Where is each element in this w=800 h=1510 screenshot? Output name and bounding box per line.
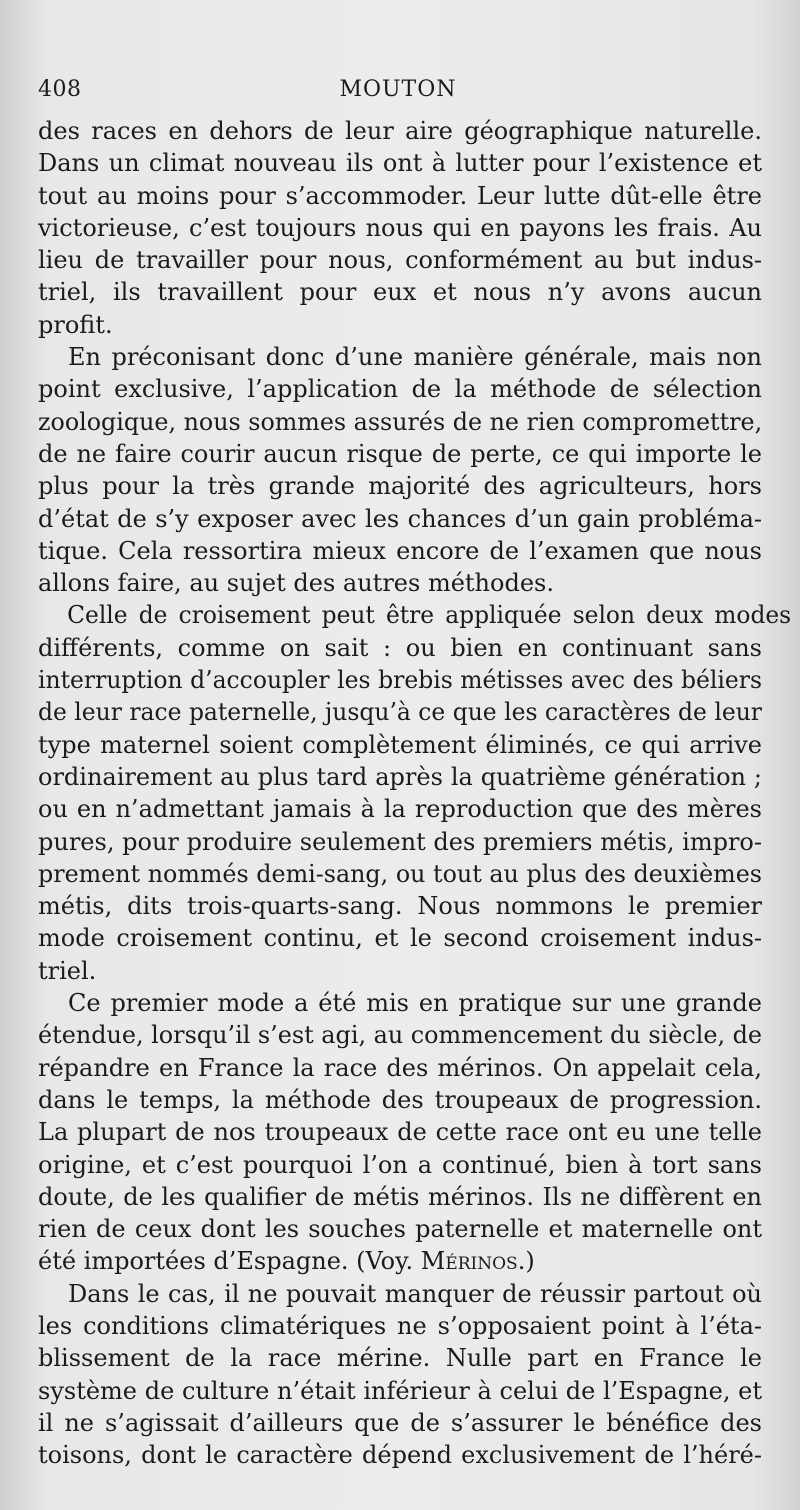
crossref-term: Mérinos [420, 1247, 518, 1276]
text-line: de leur race paternelle, jusqu’à ce que les caractères de leur [38, 698, 762, 727]
text-line: plus pour la très grande majorité des agriculteurs, hors [38, 472, 762, 501]
text-line: les conditions climatériques ne s’opposaient point à l’éta- [38, 1311, 762, 1340]
crossref-close: .) [517, 1247, 535, 1276]
text-line: En préconisant donc d’une manière générale, mais non [68, 343, 762, 372]
text-line: rien de ceux dont les souches paternelle et maternelle ont [38, 1215, 762, 1244]
page-header [38, 72, 758, 106]
text-line: tout au moins pour s’accommoder. Leur lutte dût-elle être [38, 181, 762, 210]
text-line: type maternel soient complètement éliminés, ce qui arrive [38, 730, 762, 759]
text-line: interruption d’accoupler les brebis métisses avec des béliers [38, 666, 763, 695]
text-line: Celle de croisement peut être appliquée selon deux modes [67, 601, 792, 630]
text-line: triel. [38, 956, 97, 985]
text-line: des races en dehors de leur aire géographique naturelle. [38, 117, 762, 145]
text-line: lieu de travailler pour nous, conformément au but indus- [38, 246, 762, 275]
text-line: il ne s’agissait d’ailleurs que de s’assurer le bénéfice des [38, 1408, 762, 1437]
text-line: point exclusive, l’application de la méthode de sélection [38, 375, 762, 404]
text-line: profit. [38, 310, 113, 339]
text-line: de ne faire courir aucun risque de perte, ce qui importe le [38, 439, 762, 468]
running-head: MOUTON [339, 76, 457, 102]
text-line: d’état de s’y exposer avec les chances d’un gain probléma- [38, 504, 762, 533]
text-line: Ce premier mode a été mis en pratique sur une grande [68, 989, 762, 1018]
text-line: doute, de les qualifier de métis mérinos. Ils ne diffèrent en [38, 1182, 762, 1211]
text-line: mode croisement continu, et le second croisement indus- [38, 924, 762, 953]
text-line: origine, et c’est pourquoi l’on a continué, bien à tort sans [38, 1150, 762, 1179]
text-line: tique. Cela ressortira mieux encore de l’examen que nous [38, 536, 762, 565]
text-line: toisons, dont le caractère dépend exclusivement de l’héré- [38, 1441, 762, 1470]
text-line: triel, ils travaillent pour eux et nous n’y avons aucun [38, 278, 762, 307]
text-line: allons faire, au sujet des autres méthodes. [38, 569, 554, 598]
text-line: blissement de la race mérine. Nulle part en France le [38, 1344, 762, 1373]
text-line: système de culture n’était inférieur à celui de l’Espagne, et [38, 1376, 762, 1405]
text-line: zoologique, nous sommes assurés de ne rien compromettre, [38, 407, 763, 436]
page-number: 408 [38, 76, 82, 102]
text-line: étendue, lorsqu’il s’est agi, au commencement du siècle, de [38, 1021, 763, 1050]
body-text [38, 115, 792, 1471]
text-line [38, 1245, 762, 1277]
text-line: victorieuse, c’est toujours nous qui en payons les frais. Au [38, 213, 762, 242]
text-line: différents, comme on sait : ou bien en continuant sans [38, 633, 762, 662]
text-line: ou en n’admettant jamais à la reproduction que des mères [38, 795, 762, 824]
text-line: La plupart de nos troupeaux de cette race ont eu une telle [38, 1118, 762, 1147]
text-line: Dans le cas, il ne pouvait manquer de réussir partout où [68, 1279, 762, 1308]
text-line: ordinairement au plus tard après la quatrième génération ; [38, 762, 762, 791]
text-line: prement nommés demi-sang, ou tout au plus des deuxièmes [38, 859, 762, 888]
text-line: Dans un climat nouveau ils ont à lutter pour l’existence et [38, 149, 762, 178]
text-line: répandre en France la race des mérinos. On appelait cela, [38, 1053, 762, 1082]
text-segment: été importées d’Espagne. (Voy. [38, 1247, 421, 1276]
text-line: dans le temps, la méthode des troupeaux de progression. [38, 1085, 762, 1114]
text-line: pures, pour produire seulement des premiers métis, impro- [38, 827, 762, 856]
text-line: métis, dits trois-quarts-sang. Nous nommons le premier [38, 892, 762, 921]
